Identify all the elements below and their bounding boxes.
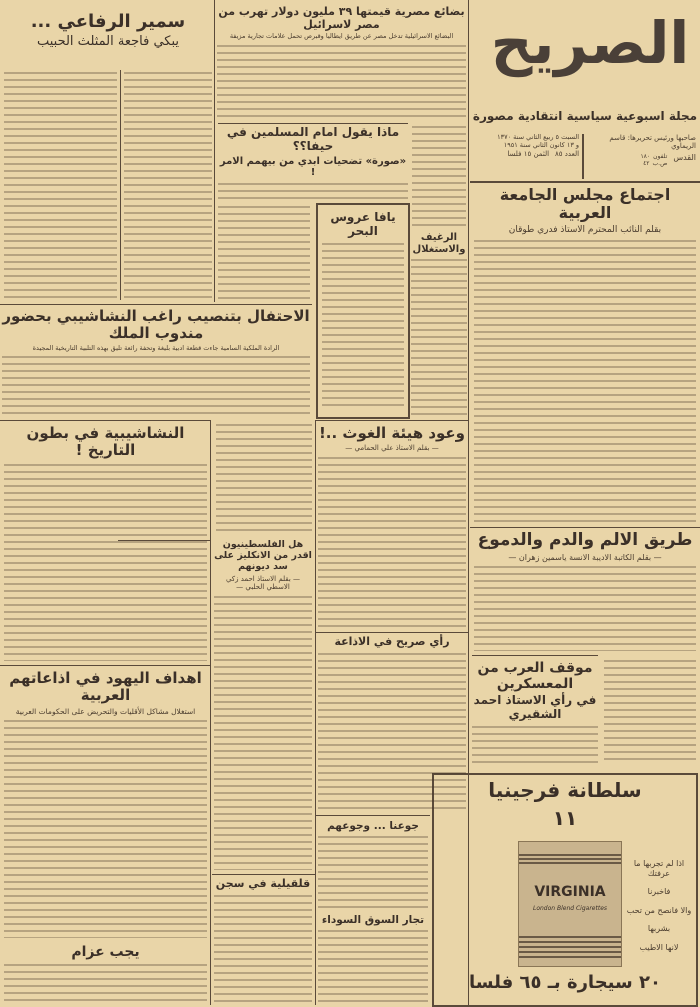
article-body — [472, 726, 598, 766]
article-bread — [411, 232, 467, 418]
article-body — [214, 895, 312, 1004]
article-black-market — [318, 914, 428, 1004]
article-title: تجار السوق السوداء — [321, 914, 425, 926]
brand-subtitle: London Blend Cigarettes — [532, 905, 608, 912]
pobox-label: ص.ب — [652, 159, 668, 167]
article-title: بضائع مصرية قيمتها ٣٩ مليون دولار تهرب من مصر لاسرائيل — [218, 5, 465, 31]
article-title: النشاشيبية في بطون التاريخ ! — [26, 424, 185, 460]
newspaper-logo: الصريح — [490, 9, 690, 77]
article-title: اهداف اليهود في اذاعاتهم العربية — [9, 669, 202, 705]
article-hunger — [318, 820, 428, 910]
article-subtitle: يبكي فاجعة المثلث الحبيب — [36, 33, 180, 49]
article-subtitle: استغلال مشاكل الأقليات والتحريض على الحكومات العربية — [15, 706, 196, 716]
article-title: الرغيف والاستغلال — [412, 232, 466, 255]
pobox: ٤٢ — [643, 159, 650, 167]
article-jaffa-box — [316, 203, 410, 419]
masthead-dates — [471, 134, 582, 179]
article-byline: — بقلم الكاتبة الاديبة الانسة ياسمين زهران — — [508, 552, 662, 562]
article-byline: بقلم النائب المحترم الاستاذ فدري طوقان — [508, 224, 662, 235]
article-body — [4, 964, 207, 1004]
article-byline: — بقلم الاستاذ علي الحمامي — — [345, 444, 439, 453]
article-arab-league — [474, 186, 696, 522]
article-two-camps — [472, 660, 598, 766]
article-body — [318, 457, 466, 629]
article-title: رأي صريح في الاذاعة — [334, 635, 450, 648]
article-qalqilya — [214, 878, 312, 1004]
article-body — [411, 259, 467, 418]
article-body — [318, 653, 466, 812]
article-subtitle: «صورة» تضحيات ابدي من بيهمم الامر ! — [219, 155, 407, 179]
article-body — [217, 45, 466, 120]
article-azzam — [4, 944, 207, 1004]
article-jewish-broadcasts — [4, 670, 207, 938]
article-body — [4, 464, 207, 662]
article-nashashibi-history — [4, 425, 207, 661]
article-body — [474, 566, 696, 651]
city: القدس — [673, 152, 696, 162]
editor-line: صاحبها ورئيس تحريرها: قاسم الريماوي — [609, 134, 696, 151]
article-title: ماذا يقول امام المسلمين في حيفا؟؟ — [226, 125, 400, 153]
article-smuggled-goods — [217, 6, 466, 120]
article-title: وعود هيئة الغوث ..! — [318, 424, 466, 442]
price: الثمن ١٥ فلسا — [507, 149, 550, 158]
article-title: هل الفلسطينيون اقدر من الانكليز على سد ديونهم — [214, 539, 312, 572]
cigarette-pack — [518, 841, 622, 967]
advert-price: ٢٠ سيجارة بـ ٦٥ فلسا — [469, 972, 661, 993]
phone-label: تلفون — [653, 152, 668, 160]
masthead-office — [582, 134, 699, 179]
article-debts — [214, 540, 312, 870]
article-title: جوعنا ... وجوعهم — [327, 820, 419, 832]
article-body — [318, 930, 428, 1004]
article-title: طريق الالم والدم والدموع — [477, 530, 693, 550]
article-broadcasting — [318, 636, 466, 812]
article-byline: — بقلم الاستاذ احمد زكي الاسطي الحلبي — — [225, 574, 301, 592]
article-title: يجب عزام — [71, 944, 140, 960]
article-subtitle: البضائع الاسرائيلية تدخل مصر عن طريق ايطاليا وقبرص تحمل علامات تجارية مزيفة — [229, 32, 454, 41]
article-nashashibi-ceremony — [2, 308, 310, 418]
masthead-tagline: مجلة اسبوعية سياسية انتقادية مصورة — [472, 109, 698, 123]
article-body — [2, 356, 310, 418]
article-title: سمير الرفاعي ... — [30, 11, 186, 32]
issue-number: العدد ٨٥ — [555, 149, 580, 158]
advert-title: سلطانة فرجينيا — [488, 778, 642, 802]
article-title: يافا عروس البحر — [330, 210, 396, 238]
article-body — [474, 240, 696, 522]
article-unrwa — [318, 425, 466, 629]
article-subtitle: الرادة الملكية السامية جاءت قطعة ادبية بليغة وتحفة رائعة تليق بهذه التلبية التاريخية المجيدة — [32, 343, 280, 352]
article-title: اجتماع مجلس الجامعة العربية — [499, 185, 671, 223]
article-body — [4, 720, 207, 939]
article-subtitle: في رأي الاستاذ احمد الشقيري — [473, 693, 597, 721]
masthead-info — [471, 134, 699, 179]
date-gregorian: و ١٣ كانون الثاني سنة ١٩٥١ — [503, 140, 580, 149]
advert-slogan: اذا لم تجربها ما عرفتك فاخبرنا والا فانصح من تحب بشربها لانها الاطيب — [626, 859, 692, 952]
article-title: قلقيلية في سجن — [215, 877, 311, 890]
article-body — [218, 183, 408, 200]
phone: ١٨٠ — [640, 152, 651, 160]
article-body — [322, 243, 404, 411]
advert-virginia — [432, 773, 698, 1007]
date-hijri: السبت ٥ ربيع الثاني سنة ١٣٧٠ — [497, 133, 580, 141]
article-imam-haifa — [218, 126, 408, 200]
article-body — [214, 596, 312, 870]
article-title: الاحتفال بتنصيب راغب النشاشيبي بحضور مندوب الملك — [2, 307, 310, 343]
article-road-of-pain — [474, 531, 696, 651]
advert-number: ١١ — [552, 806, 578, 830]
article-title: موقف العرب من المعسكرين — [477, 660, 593, 693]
article-samir-rifai — [4, 12, 212, 68]
brand-name: VIRGINIA — [534, 884, 606, 900]
article-body — [318, 836, 428, 910]
